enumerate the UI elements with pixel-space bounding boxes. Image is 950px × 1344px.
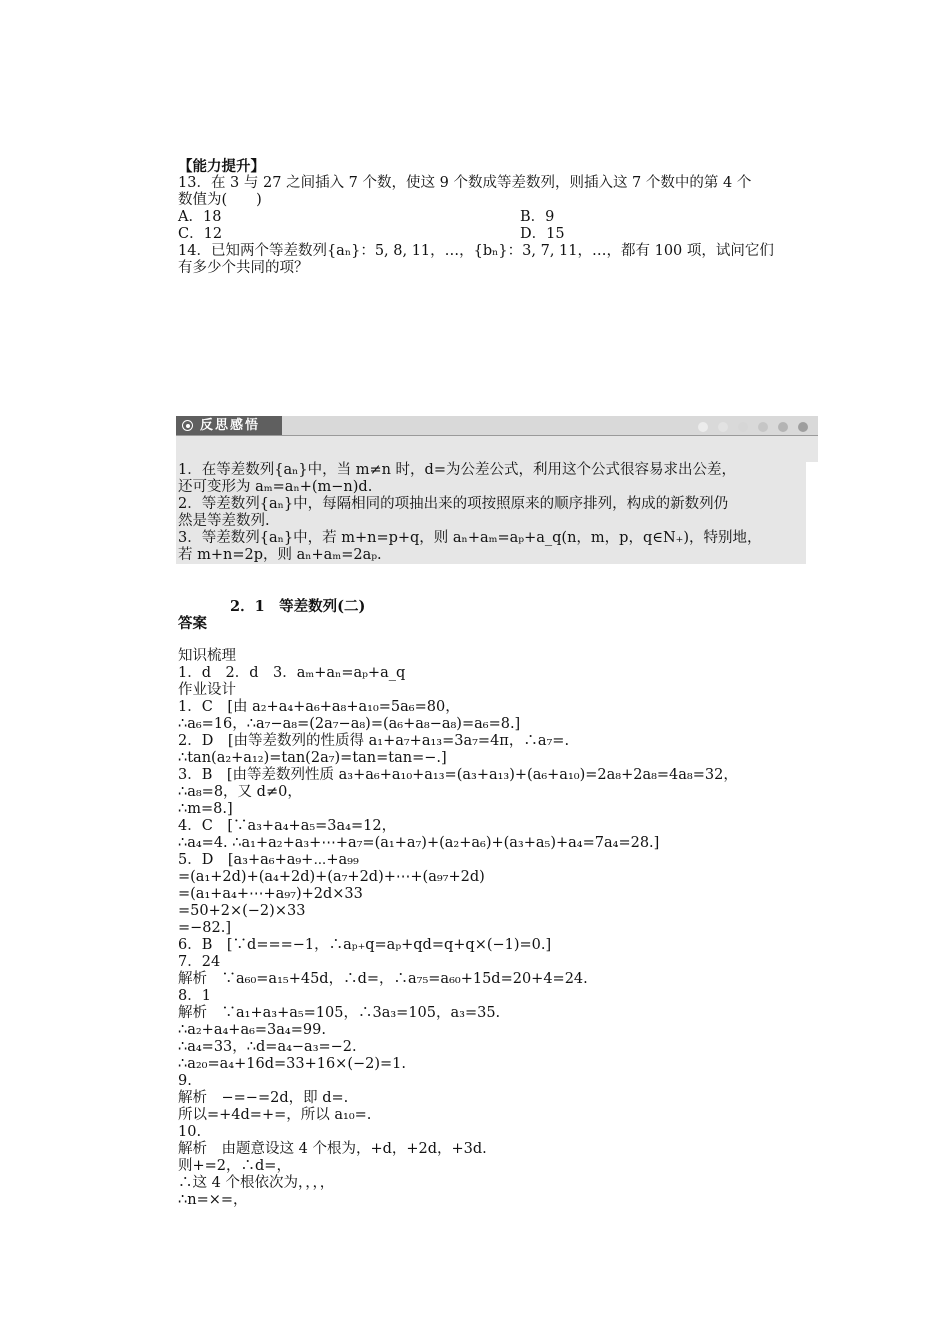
answer-line: =−82.] xyxy=(178,920,232,936)
answer-line: ∴a₄=33，∴d=a₄−a₃=−2. xyxy=(178,1039,357,1055)
answer-line: =(a₁+a₄+⋯+a₉₇)+2d×33 xyxy=(178,886,363,902)
reflection-line: 然是等差数列. xyxy=(178,513,270,529)
answer-line: 1．d 2．d 3．aₘ+aₙ=aₚ+a_q xyxy=(178,665,406,681)
answer-line: 9. xyxy=(178,1073,192,1089)
reflection-tab xyxy=(176,416,282,435)
answer-line: ∴a₄=4. ∴a₁+a₂+a₃+⋯+a₇=(a₁+a₇)+(a₂+a₆)+(a₃+a₅)+a₄=7a₄=28.] xyxy=(178,835,660,851)
option-a: A．18 xyxy=(178,209,222,225)
answer-line: 6．B [∵d===−1，∴aₚ₊q=aₚ+qd=q+q×(−1)=0.] xyxy=(178,937,552,953)
answer-line: =(a₁+2d)+(a₄+2d)+(a₇+2d)+⋯+(a₉₇+2d) xyxy=(178,869,485,885)
answer-line: 解析 ∵a₆₀=a₁₅+45d，∴d=，∴a₇₅=a₆₀+15d=20+4=24. xyxy=(178,971,588,987)
dot-icon xyxy=(718,422,728,432)
answer-line: 解析 −=−=2d，即 d=. xyxy=(178,1090,349,1106)
question-14-line1: 14．已知两个等差数列{aₙ}：5, 8, 11，…，{bₙ}：3, 7, 11，…，都有 100 项，试问它们 xyxy=(178,243,774,259)
answer-line: 解析 ∵a₁+a₃+a₅=105，∴3a₃=105，a₃=35. xyxy=(178,1005,501,1021)
answer-line: 5．D [a₃+a₆+a₉+⋯+a₉₉ xyxy=(178,852,359,868)
answer-line: ∴m=8.] xyxy=(178,801,233,817)
answer-line: =50+2×(−2)×33 xyxy=(178,903,306,919)
answer-line: 8．1 xyxy=(178,988,211,1004)
reflection-header-bar xyxy=(176,416,818,435)
answer-line: 7．24 xyxy=(178,954,221,970)
dot-icon xyxy=(738,422,748,432)
answer-line: ∴a₂₀=a₄+16d=33+16×(−2)=1. xyxy=(178,1056,407,1072)
option-c: C．12 xyxy=(178,226,223,242)
reflection-line: 2．等差数列{aₙ}中，每隔相同的项抽出来的项按照原来的顺序排列，构成的新数列仍 xyxy=(178,496,729,512)
target-circle-icon xyxy=(182,420,193,431)
dot-icon xyxy=(758,422,768,432)
answer-line: 10. xyxy=(178,1124,202,1140)
answer-line: 3．B [由等差数列性质 a₃+a₆+a₁₀+a₁₃=(a₃+a₁₃)+(a₆+a₁₀)=2a₈+2a₈=4a₈=32， xyxy=(178,767,738,783)
answer-line: 4．C [∵a₃+a₄+a₅=3a₄=12， xyxy=(178,818,397,834)
ability-heading: 【能力提升】 xyxy=(178,158,265,175)
answer-line: 知识梳理 xyxy=(178,648,236,664)
answer-line: 解析 由题意设这 4 个根为，+d，+2d，+3d. xyxy=(178,1141,487,1157)
answer-line: 2．D [由等差数列的性质得 a₁+a₇+a₁₃=3a₇=4π，∴a₇=. xyxy=(178,733,570,749)
answer-line: 则+=2，∴d=， xyxy=(178,1158,291,1174)
answer-line: ∴这 4 个根依次为，，，， xyxy=(178,1175,335,1191)
dot-icon xyxy=(778,422,788,432)
dot-icon xyxy=(698,422,708,432)
reflection-line: 若 m+n=2p，则 aₙ+aₘ=2aₚ. xyxy=(178,547,382,563)
decorative-dots xyxy=(688,420,808,431)
answers-heading: 答案 xyxy=(178,615,207,632)
reflection-title: 反思感悟 xyxy=(200,418,261,433)
answer-line: 1．C [由 a₂+a₄+a₆+a₈+a₁₀=5a₆=80， xyxy=(178,699,460,715)
reflection-line: 还可变形为 aₘ=aₙ+(m−n)d. xyxy=(178,479,373,495)
question-14-line2: 有多少个共同的项？ xyxy=(178,260,309,276)
answer-line: ∴tan(a₂+a₁₂)=tan(2a₇)=tan=tan=−.] xyxy=(178,750,447,766)
answer-line: ∴a₆=16，∴a₇−a₈=(2a₇−a₈)=(a₆+a₈−a₈)=a₆=8.] xyxy=(178,716,521,732)
answer-line: ∴a₂+a₄+a₆=3a₄=99. xyxy=(178,1022,326,1038)
reflection-side-strip xyxy=(806,436,818,462)
reflection-line: 1．在等差数列{aₙ}中，当 m≠n 时，d=为公差公式，利用这个公式很容易求出公差， xyxy=(178,462,736,478)
section-title: 2．1 等差数列(二) xyxy=(230,598,366,615)
option-d: D．15 xyxy=(520,226,565,242)
answer-line: ∴n=×=， xyxy=(178,1192,248,1208)
option-b: B．9 xyxy=(520,209,555,225)
answer-line: ∴a₈=8，又 d≠0， xyxy=(178,784,302,800)
question-13-line2: 数值为( ) xyxy=(178,192,262,208)
reflection-line: 3．等差数列{aₙ}中，若 m+n=p+q，则 aₙ+aₘ=aₚ+a_q(n，m，p，q∈N₊)，特别地， xyxy=(178,530,762,546)
answer-line: 作业设计 xyxy=(178,682,236,698)
question-13-line1: 13．在 3 与 27 之间插入 7 个数，使这 9 个数成等差数列，则插入这 7 个数中的第 4 个 xyxy=(178,175,752,191)
dot-icon xyxy=(798,422,808,432)
answer-line: 所以=+4d=+=，所以 a₁₀=. xyxy=(178,1107,372,1123)
